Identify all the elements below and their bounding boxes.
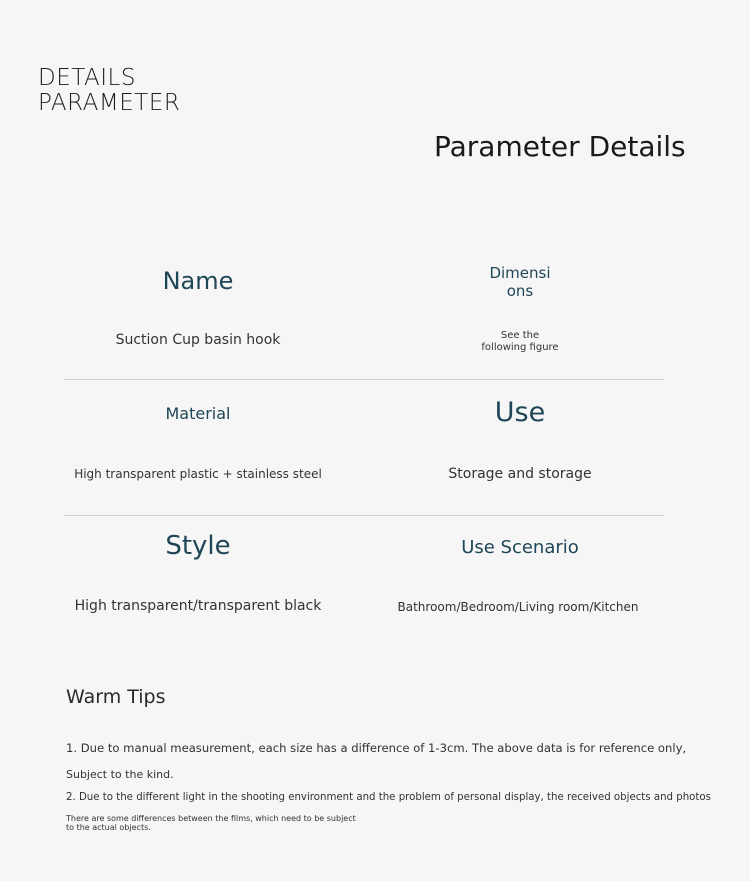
param-dimensions-label [420, 264, 620, 300]
param-material-value: High transparent plastic + stainless steel [74, 467, 322, 481]
header-line-details: DETAILS [38, 65, 136, 91]
param-material-label: Material [165, 404, 231, 423]
param-scenario-label: Use Scenario [461, 537, 579, 558]
page-title: Parameter Details [434, 130, 686, 163]
tip-line-3: 2. Due to the different light in the shooting environment and the problem of personal display, the received objects and photos [66, 792, 711, 803]
warm-tips-title: Warm Tips [66, 686, 166, 708]
header-line-parameter: PARAMETER [38, 90, 181, 116]
param-use-label: Use [494, 397, 546, 428]
tip-line-2: Subject to the kind. [66, 768, 174, 781]
param-dimensions-label-line2: ons [506, 282, 534, 300]
divider-2 [64, 515, 664, 516]
param-dimensions-label-line1: Dimensi [489, 264, 551, 282]
param-name-value: Suction Cup basin hook [115, 332, 281, 348]
tip-line-4: There are some differences between the films, which need to be subject [66, 814, 356, 823]
param-dimensions-value [420, 330, 620, 354]
param-dimensions-value-line2: following figure [481, 342, 559, 353]
param-use-value: Storage and storage [448, 466, 592, 482]
param-name-label: Name [162, 267, 234, 295]
param-dimensions-value-line1: See the [500, 330, 540, 341]
param-scenario-value: Bathroom/Bedroom/Living room/Kitchen [397, 600, 639, 614]
divider-1 [64, 379, 664, 380]
tip-line-1: 1. Due to manual measurement, each size has a difference of 1-3cm. The above data is for reference only, [66, 741, 687, 755]
tip-line-5: to the actual objects. [66, 823, 151, 832]
header-english [38, 66, 180, 116]
param-style-label: Style [165, 531, 231, 561]
param-style-value: High transparent/transparent black [74, 598, 322, 614]
